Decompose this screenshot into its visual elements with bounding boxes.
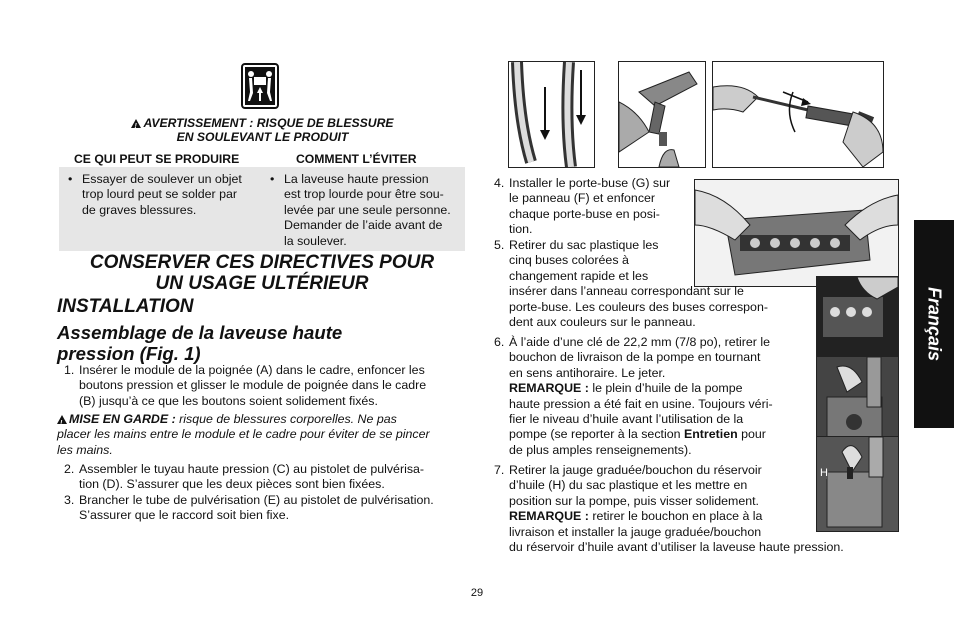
figure-spray-wand (712, 61, 884, 168)
heading-conserver: CONSERVER CES DIRECTIVES POUR UN USAGE ULTÉRIEUR (89, 252, 435, 294)
figure-handle-insertion (508, 61, 595, 168)
figure-quick-nozzles (816, 276, 899, 356)
heading-assemblage: Assemblage de la laveuse haute pression (Fig. 1) (57, 322, 343, 364)
warning-title: !AVERTISSEMENT : RISQUE DE BLESSURE EN SOULEVANT LE PRODUIT (60, 116, 465, 144)
step7-number: 7. (494, 463, 505, 477)
col1-header: CE QUI PEUT SE PRODUIRE (74, 152, 240, 166)
step7-text: Retirer la jauge graduée/bouchon du réservoir d’huile (H) du sac plastique et les mettre en position sur la pompe, puis visser solidement. REMARQUE : retirer le bouchon en place à la livraison et installer la jauge graduée/bouchon du réservoir d’huile avant d’utiliser la laveuse haute pression. (509, 463, 844, 555)
caution-text: !MISE EN GARDE : risque de blessures corporelles. Ne pas placer les mains entre le module et le cadre pour éviter de se pincer les mains. (57, 412, 469, 458)
language-side-tab (914, 220, 954, 428)
lifting-warning-icon (241, 63, 279, 109)
bullet-icon: • (270, 172, 275, 186)
step6-number: 6. (494, 335, 505, 349)
col2-header: COMMENT L’ÉVITER (296, 152, 417, 166)
step2-text: Assembler le tuyau haute pression (C) au pistolet de pulvérisa- tion (D). S’assurer que les deux pièces sont bien fixées. (79, 462, 425, 492)
step1-text: Insérer le module de la poignée (A) dans le cadre, enfoncer les boutons pression et glisser le module de poignée dans le cadre (B) jusqu’à ce que les boutons soient solidement fixés. (79, 363, 427, 408)
step4-number: 4. (494, 176, 505, 190)
step3-number: 3. (64, 493, 75, 507)
step3-text: Brancher le tube de pulvérisation (E) au pistolet de pulvérisation. S’assurer que le raccord soit bien fixe. (79, 493, 434, 523)
warning-triangle-icon (131, 119, 141, 128)
step5-number: 5. (494, 238, 505, 252)
side-tab-label: Français (924, 286, 945, 362)
figure-label-h: H (820, 467, 828, 479)
step6-text: À l’aide d’une clé de 22,2 mm (7/8 po), retirer le bouchon de livraison de la pompe en tournant en sens antihoraire. Le jeter. REMARQUE : le plein d’huile de la pompe haute pression a été fait en usine. Toujours véri- fier le niveau d’huile avant l’utilisation de la pompe (se reporter à la section Entretien pour de plus amples renseignements). (509, 335, 773, 457)
col1-text: Essayer de soulever un objet trop lourd peut se solder par de graves blessures. (82, 172, 242, 217)
step4-text: Installer le porte-buse (G) sur le panneau (F) et enfoncer chaque porte-buse en posi- tion. (509, 176, 671, 237)
heading-installation: INSTALLATION (57, 296, 194, 317)
page-number: 29 (470, 587, 484, 599)
figure-spray-gun (618, 61, 706, 168)
col2-text: La laveuse haute pression est trop lourde pour être sou- levée par une seule personne. Demander de l’aide avant de la soulever. (284, 172, 451, 248)
step5-text: Retirer du sac plastique les cinq buses colorées à changement rapide et les insérer dans l’anneau correspondant sur le porte-buse. Les couleurs des buses correspon- dent aux couleurs sur le panneau. (509, 238, 768, 330)
step2-number: 2. (64, 462, 75, 476)
step1-number: 1. (64, 363, 75, 377)
caution-triangle-icon (57, 415, 67, 424)
bullet-icon: • (68, 172, 73, 186)
